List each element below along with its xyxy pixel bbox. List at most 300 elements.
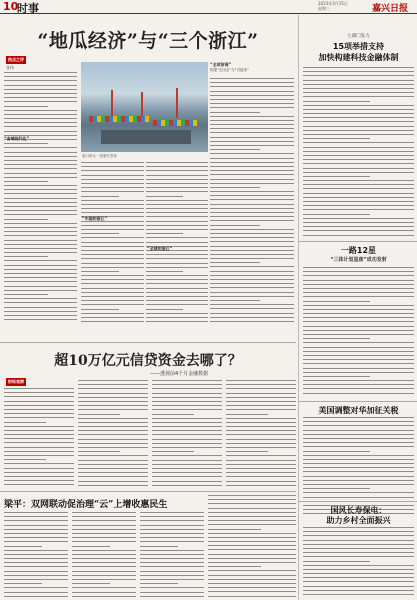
text-line [81,267,144,268]
text-line [210,116,294,117]
subhead-1: “省域现代化” [4,136,30,141]
text-line [81,313,144,314]
text-line [210,317,294,318]
text-line [208,495,296,496]
text-line [81,187,144,188]
text-line [146,221,208,222]
text-line [226,393,296,394]
text-line [4,214,77,215]
text-line [303,446,414,447]
text-line [72,587,136,588]
text-line [140,579,204,580]
text-line [210,179,294,180]
text-line [4,269,77,270]
text-line [4,80,77,81]
middle-article-col2 [78,380,148,488]
text-line [81,242,144,243]
section-divider [299,501,417,502]
text-line [303,594,414,595]
text-line [4,525,68,526]
text-line [78,455,148,456]
text-line [208,524,296,525]
text-line [78,451,120,452]
text-line [72,541,136,542]
text-line [72,583,110,584]
text-line [81,246,144,247]
text-line [210,183,294,184]
text-line [78,401,148,402]
text-line [303,188,414,189]
text-line [78,426,148,427]
text-line [303,275,414,276]
text-line [303,305,414,306]
text-line [81,225,144,226]
text-line [303,552,414,553]
text-line [4,248,77,249]
text-line [226,409,296,410]
right-bottom-title-3: 助力乡村全面振兴 [326,516,391,525]
text-line [72,571,136,572]
section-number: 10 [3,0,19,13]
text-line [303,359,414,360]
text-line [303,88,414,89]
text-line [303,421,414,422]
port-photo [81,62,208,152]
text-line [226,439,296,440]
text-line [4,152,77,153]
text-line [208,520,296,521]
text-line [4,472,74,473]
text-line [226,384,296,385]
text-line [303,497,414,498]
text-line [303,205,414,206]
text-line [303,168,414,169]
text-line [4,260,77,261]
text-line [4,451,74,452]
text-line [303,317,414,318]
text-line [303,163,414,164]
text-line [78,397,148,398]
text-line [146,216,208,217]
text-line [4,93,77,94]
text-line [4,575,68,576]
text-line [81,191,144,192]
text-line [210,195,294,196]
text-line [4,202,77,203]
text-line [81,317,144,318]
text-line [4,417,74,418]
text-line [210,254,294,255]
text-line [140,541,204,542]
text-line [210,95,294,96]
text-line [4,476,74,477]
text-line [146,242,208,243]
text-line [210,99,294,100]
text-line [81,254,144,255]
text-line [303,209,414,210]
text-line [78,414,120,415]
text-line [4,516,68,517]
text-line [4,252,77,253]
text-line [81,321,144,322]
text-line [78,468,148,469]
text-line [4,537,68,538]
text-line [303,569,414,570]
text-line [303,561,370,562]
main-byline: 张伟 [6,65,14,70]
text-line [146,271,183,272]
text-line [226,455,296,456]
text-line [210,170,294,171]
pull-quote [210,62,294,74]
text-line [140,587,204,588]
right-mid-pre: 一路12星 [340,246,377,255]
text-line [303,531,414,532]
text-line [210,246,294,247]
text-line [140,550,204,551]
text-line [78,405,148,406]
text-line [81,300,144,301]
text-line [4,405,74,406]
text-line [78,384,148,385]
text-line [4,447,74,448]
text-line [210,229,294,230]
text-line [4,484,74,485]
text-line [146,212,208,213]
text-line [303,92,414,93]
text-line [303,113,414,114]
text-line [4,426,74,427]
text-line [210,220,294,221]
text-line [208,503,296,504]
text-line [4,281,77,282]
text-line [78,460,148,461]
text-line [146,179,208,180]
text-line [146,321,208,322]
text-line [4,315,77,316]
text-line [226,485,296,486]
text-line [4,122,77,123]
text-line [4,85,77,86]
text-line [210,82,294,83]
text-line [140,537,204,538]
text-line [303,151,414,152]
section-divider [0,342,296,343]
text-line [72,537,136,538]
text-line [210,158,294,159]
text-line [146,258,208,259]
text-line [210,321,294,322]
text-line [210,275,294,276]
text-line [140,525,204,526]
text-line [303,180,414,181]
bottom-article-col1 [4,512,68,597]
text-line [152,434,222,435]
text-line [4,541,68,542]
text-line [4,244,77,245]
text-line [210,78,294,79]
text-line [146,283,208,284]
text-line [72,512,136,513]
text-line [4,185,77,186]
text-line [146,275,208,276]
text-line [303,176,370,177]
text-line [146,208,208,209]
text-line [152,430,222,431]
text-line [208,587,296,588]
text-line [303,201,414,202]
section-tag: 热点之评 [8,57,24,62]
text-line [303,218,414,219]
text-line [146,254,208,255]
text-line [303,117,414,118]
middle-article-col1 [4,388,74,488]
text-line [226,397,296,398]
right-bottom-title-2: 国风长寿保电： [330,506,387,515]
text-line [210,279,294,280]
text-line [210,258,294,259]
text-line [78,434,148,435]
text-line [226,388,296,389]
text-line [4,302,77,303]
text-line [78,472,148,473]
text-line [210,296,294,297]
text-line [303,338,370,339]
text-line [152,388,222,389]
text-line [210,103,294,104]
text-line [81,258,144,259]
page-header [0,0,417,14]
text-line [4,468,74,469]
text-line [210,233,294,234]
text-line [303,230,414,231]
text-line [152,409,222,410]
text-line [303,301,370,302]
text-line [303,284,414,285]
bottom-article-col3 [140,512,204,597]
text-line [72,596,136,597]
text-line [226,414,268,415]
text-line [303,548,414,549]
text-line [81,208,144,209]
text-line [78,430,148,431]
text-line [226,460,296,461]
text-line [4,110,77,111]
text-line [303,75,414,76]
text-line [140,583,178,584]
text-line [210,145,294,146]
text-line [303,96,414,97]
text-line [72,533,136,534]
text-line [4,290,77,291]
text-line [4,294,48,295]
text-line [303,222,414,223]
text-line [303,184,414,185]
text-line [226,401,296,402]
text-line [210,304,294,305]
text-line [152,485,222,486]
text-line [226,472,296,473]
text-line [4,392,74,393]
text-line [303,267,414,268]
text-line [152,451,194,452]
text-line [4,235,77,236]
text-line [303,372,414,373]
text-line [303,235,414,236]
text-line [210,120,294,121]
text-line [4,177,77,178]
text-line [303,455,414,456]
text-line [303,363,414,364]
text-line [152,397,222,398]
text-line [81,162,144,163]
pull-quote-title: “全球浙商” [210,62,232,67]
text-line [303,351,414,352]
text-line [78,409,148,410]
text-line [140,516,204,517]
text-line [146,170,208,171]
text-line [140,566,204,567]
text-line [140,575,204,576]
text-line [303,313,414,314]
text-line [210,191,294,192]
text-line [81,250,144,251]
text-line [303,71,414,72]
text-line [303,321,414,322]
text-line [303,355,414,356]
text-line [152,447,222,448]
text-line [152,464,222,465]
text-line [210,204,294,205]
text-line [4,72,77,73]
text-line [78,439,148,440]
text-line [4,587,68,588]
text-line [4,156,77,157]
right-top-kicker: 七部门发力 [347,34,370,39]
text-line [152,472,222,473]
text-line [210,266,294,267]
text-line [4,193,77,194]
text-line [72,566,136,567]
text-line [152,380,222,381]
text-line [152,393,222,394]
text-line [81,166,144,167]
text-line [4,396,74,397]
text-line [146,204,208,205]
text-line [303,535,414,536]
text-line [81,263,144,264]
text-line [303,590,414,591]
text-line [78,464,148,465]
text-line [4,118,77,119]
text-line [226,464,296,465]
text-line [303,463,414,464]
text-line [210,300,260,301]
text-line [4,97,77,98]
text-line [78,418,148,419]
text-line [303,484,414,485]
text-line [152,468,222,469]
text-line [81,296,144,297]
text-line [78,443,148,444]
text-line [4,413,74,414]
text-line [210,174,294,175]
text-line [208,554,296,555]
text-line [303,492,414,493]
text-line [303,565,414,566]
pull-quote-sub: 构建“走出去”与“引进来” [210,68,249,72]
text-line [72,554,136,555]
text-line [303,434,414,435]
text-line [81,283,144,284]
text-line [303,388,414,389]
text-line [81,288,144,289]
right-mid-article [303,267,414,397]
text-line [303,527,414,528]
text-line [4,143,48,144]
text-line [303,577,414,578]
text-line [303,368,414,369]
text-line [78,481,148,482]
crane-shape [111,90,113,116]
text-line [226,422,296,423]
middle-headline: 超10万亿元信贷资金去哪了？ [54,353,242,369]
text-line [208,545,296,546]
text-line [4,131,77,132]
text-line [4,210,77,211]
text-line [146,279,208,280]
photo-caption: 港口码头一派繁忙景象 [82,154,117,158]
text-line [210,262,260,263]
text-line [152,422,222,423]
text-line [208,537,296,538]
text-line [210,313,294,314]
cargo-ship [101,130,191,144]
text-line [208,596,296,597]
right-top-title-2: 加快构建科技金融体制 [318,53,399,62]
text-line [81,292,144,293]
text-line [4,401,74,402]
text-line [81,204,144,205]
text-line [4,311,77,312]
text-line [303,288,414,289]
text-line [146,288,208,289]
text-line [152,443,222,444]
text-line [208,549,296,550]
text-line [4,554,68,555]
text-line [303,459,414,460]
crane-shape [141,92,143,116]
text-line [146,196,183,197]
text-line [146,233,183,234]
text-line [303,467,414,468]
text-line [226,476,296,477]
text-line [303,109,414,110]
main-article-col1 [4,72,77,322]
text-line [303,130,414,131]
text-line [152,384,222,385]
text-line [4,227,77,228]
text-line [78,447,148,448]
text-line [208,533,296,534]
text-line [210,187,260,188]
text-line [210,112,260,113]
text-line [210,91,294,92]
text-line [81,212,144,213]
text-line [4,438,74,439]
text-line [152,481,222,482]
text-line [303,84,414,85]
